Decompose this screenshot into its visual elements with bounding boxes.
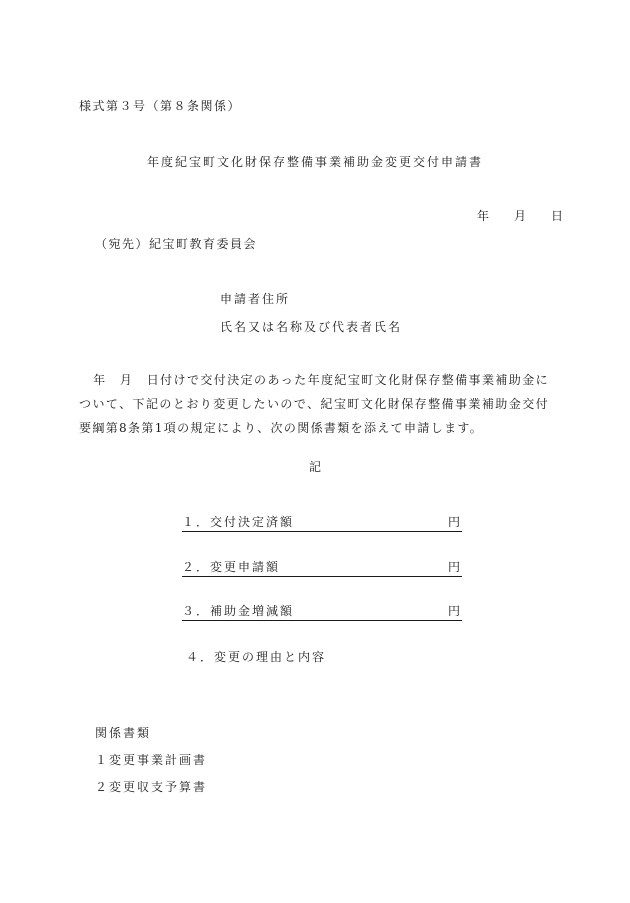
yen-unit: 円 bbox=[447, 560, 462, 574]
yen-unit: 円 bbox=[447, 515, 462, 529]
item-label: ３．補助金増減額 bbox=[182, 604, 295, 618]
related-documents-heading: 関係書類 bbox=[95, 726, 152, 740]
yen-unit: 円 bbox=[447, 604, 462, 618]
ki-heading: 記 bbox=[308, 460, 321, 474]
item-requested-amount bbox=[182, 558, 462, 577]
date-line bbox=[477, 207, 563, 224]
item-label: １．交付決定済額 bbox=[182, 515, 295, 529]
date-day-label: 日 bbox=[551, 209, 564, 223]
applicant-name-label: 氏名又は名称及び代表者氏名 bbox=[220, 320, 403, 334]
related-document-item: １変更事業計画書 bbox=[95, 753, 208, 767]
body-text: 年 月 日付けで交付決定のあった年度紀宝町文化財保存整備事業補助金について、下記のとおり変更したいので、紀宝町文化財保存整備事業補助金交付要綱第8条第1項の規定により、次の関係書類を添えて申請します。 bbox=[79, 373, 549, 435]
document-title: 年度紀宝町文化財保存整備事業補助金変更交付申請書 bbox=[146, 155, 483, 169]
applicant-address-label: 申請者住所 bbox=[220, 292, 291, 306]
date-month-label: 月 bbox=[514, 209, 527, 223]
item-granted-amount bbox=[182, 513, 462, 532]
body-paragraph bbox=[79, 368, 549, 440]
form-number: 様式第３号（第８条関係） bbox=[79, 99, 242, 113]
addressee: （宛先）紀宝町教育委員会 bbox=[95, 237, 258, 251]
related-document-item: ２変更収支予算書 bbox=[95, 780, 208, 794]
item-change-amount bbox=[182, 602, 462, 621]
item-change-reason: ４．変更の理由と内容 bbox=[186, 650, 327, 664]
date-year-label: 年 bbox=[477, 209, 490, 223]
item-label: ２．変更申請額 bbox=[182, 560, 281, 574]
